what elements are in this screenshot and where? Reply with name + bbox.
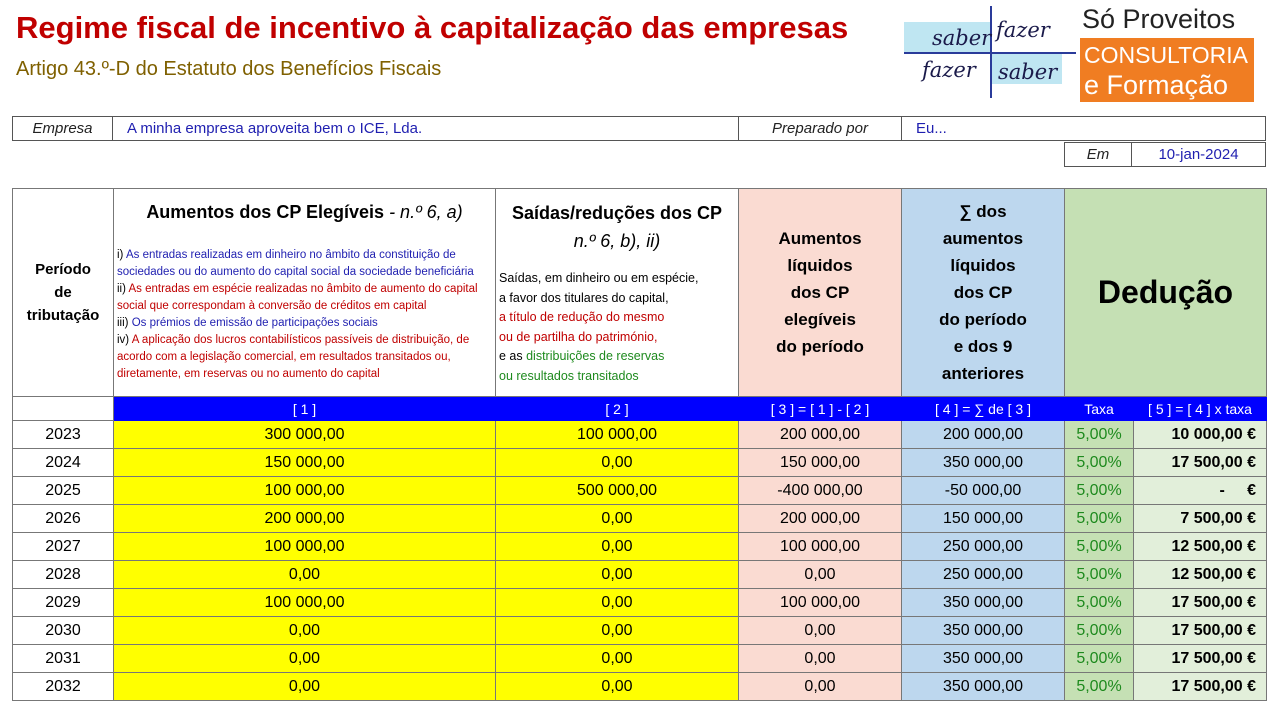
cell-c3: 100 000,00 [739,589,902,617]
header-saidas-title [499,199,735,255]
cell-c4: -50 000,00 [902,477,1065,505]
index-cell: [ 4 ] = ∑ de [ 3 ] [902,397,1065,421]
cell-c1[interactable]: 150 000,00 [114,449,496,477]
header-line: aumentos [942,229,1024,248]
index-cell [13,397,114,421]
cell-periodo: 2028 [13,561,114,589]
table-row [13,561,1267,589]
cell-c3: 0,00 [739,617,902,645]
cell-periodo: 2026 [13,505,114,533]
header-line: anteriores [941,364,1025,383]
index-cell: [ 2 ] [496,397,739,421]
cell-deducao: 17 500,00 € [1134,449,1267,477]
table-body [13,421,1267,701]
cell-deducao: 10 000,00 € [1134,421,1267,449]
header-deducao: Dedução [1065,189,1267,397]
header-line: líquidos [787,256,853,275]
em-label: Em [1064,142,1132,167]
header-aumentos-title [117,202,492,223]
cell-taxa[interactable]: 5,00% [1065,589,1134,617]
cell-c3: 0,00 [739,645,902,673]
preparado-label: Preparado por [738,116,902,141]
cell-periodo: 2029 [13,589,114,617]
cell-c2[interactable]: 0,00 [496,589,739,617]
cell-deducao: 17 500,00 € [1134,645,1267,673]
cell-taxa[interactable]: 5,00% [1065,561,1134,589]
cell-c3: 0,00 [739,673,902,701]
cell-periodo: 2024 [13,449,114,477]
page-subtitle: Artigo 43.º-D do Estatuto dos Benefícios Fiscais [16,58,442,80]
aumentos-item-prefix: i) [117,249,126,261]
table-row [13,673,1267,701]
header-saidas-list [499,269,735,386]
aumentos-item-text: As entradas realizadas em dinheiro no âmbito da constituição de sociedades ou do aumento do capital social da sociedade beneficiária [117,249,474,278]
saidas-line: a título de redução do mesmo [499,310,665,324]
header-line: do período [776,337,864,356]
cell-periodo: 2031 [13,645,114,673]
header-aumentos [114,189,496,397]
header-line: ∑ dos [959,202,1007,221]
aumentos-item-prefix: ii) [117,283,129,295]
index-cell: [ 1 ] [114,397,496,421]
cell-c2[interactable]: 0,00 [496,645,739,673]
header-aumentos-ref: - n.º 6, a) [384,202,463,222]
cell-deducao: - € [1134,477,1267,505]
cell-c1[interactable]: 0,00 [114,673,496,701]
cell-deducao: 7 500,00 € [1134,505,1267,533]
cell-c3: 150 000,00 [739,449,902,477]
cell-c1[interactable]: 0,00 [114,645,496,673]
aumentos-item-prefix: iii) [117,317,132,329]
cell-c2[interactable]: 0,00 [496,505,739,533]
header-soma-aumentos [902,189,1065,397]
cell-periodo: 2032 [13,673,114,701]
index-cell: [ 5 ] = [ 4 ] x taxa [1134,397,1267,421]
cell-c1[interactable]: 100 000,00 [114,533,496,561]
cell-c4: 200 000,00 [902,421,1065,449]
cell-taxa[interactable]: 5,00% [1065,505,1134,533]
cell-deducao: 12 500,00 € [1134,561,1267,589]
header-periodo-line: tributação [26,307,100,324]
cell-c1[interactable]: 300 000,00 [114,421,496,449]
cell-c2[interactable]: 0,00 [496,533,739,561]
cell-c2[interactable]: 0,00 [496,449,739,477]
index-cell: Taxa [1065,397,1134,421]
cell-c4: 350 000,00 [902,673,1065,701]
header-line: Aumentos [778,229,862,248]
header-line: elegíveis [784,310,856,329]
cell-periodo: 2030 [13,617,114,645]
aumentos-item [117,247,492,281]
header-aumentos-liquidos [739,189,902,397]
table-row [13,533,1267,561]
header-line: líquidos [950,256,1016,275]
preparado-value[interactable]: Eu... [901,116,1266,141]
cell-c3: 100 000,00 [739,533,902,561]
cell-c2[interactable]: 100 000,00 [496,421,739,449]
header-line: dos CP [953,283,1013,302]
index-cell: [ 3 ] = [ 1 ] - [ 2 ] [739,397,902,421]
cell-c1[interactable]: 0,00 [114,617,496,645]
table-row [13,421,1267,449]
deduction-table [12,188,1267,701]
aumentos-item-text: As entradas em espécie realizadas no âmbito de aumento do capital social que correspondam à conversão de créditos em capital [117,283,478,312]
cell-c1[interactable]: 0,00 [114,561,496,589]
table-row [13,589,1267,617]
cell-deducao: 17 500,00 € [1134,589,1267,617]
header-saidas [496,189,739,397]
cell-taxa[interactable]: 5,00% [1065,449,1134,477]
header-saidas-title-text: Saídas/reduções dos CP [511,203,723,223]
cell-c3: 200 000,00 [739,421,902,449]
cell-c1[interactable]: 100 000,00 [114,477,496,505]
cell-c4: 150 000,00 [902,505,1065,533]
em-value[interactable]: 10-jan-2024 [1131,142,1266,167]
aumentos-item-prefix: iv) [117,334,132,346]
cell-periodo: 2025 [13,477,114,505]
cell-c3: -400 000,00 [739,477,902,505]
logo-company-name: Só Proveitos [1082,4,1236,34]
cell-c1[interactable]: 100 000,00 [114,589,496,617]
cell-taxa[interactable]: 5,00% [1065,673,1134,701]
cell-periodo: 2023 [13,421,114,449]
cell-c2[interactable]: 0,00 [496,673,739,701]
cell-taxa[interactable]: 5,00% [1065,533,1134,561]
logo-word-fazer-1: fazer [996,18,1050,42]
table-row [13,505,1267,533]
aumentos-item-text: A aplicação dos lucros contabilísticos passíveis de distribuição, de acordo com a legislação comercial, em resultados transitados ou, diretamente, em reservas ou no aumento do capital [117,334,470,380]
header-periodo [13,189,114,397]
saidas-line-green: distribuições de reservas [526,349,665,363]
saidas-line: Saídas, em dinheiro ou em espécie, [499,271,699,285]
header-periodo-line: de [54,284,72,301]
logo-line-formacao: e Formação [1084,70,1229,100]
cell-c4: 250 000,00 [902,561,1065,589]
cell-c4: 350 000,00 [902,589,1065,617]
cell-taxa[interactable]: 5,00% [1065,645,1134,673]
cell-c4: 350 000,00 [902,617,1065,645]
aumentos-item [117,315,492,332]
header-aumentos-list [117,247,492,383]
header-line: e dos 9 [953,337,1013,356]
header-row [13,189,1267,397]
cell-taxa[interactable]: 5,00% [1065,421,1134,449]
header-periodo-line: Período [35,261,91,278]
header-saidas-ref: n.º 6, b), ii) [573,231,661,251]
aumentos-item [117,281,492,315]
saidas-line-prefix: e as [499,349,527,363]
cell-c2[interactable]: 0,00 [496,561,739,589]
saber-fazer-logo [904,6,1076,98]
cell-c4: 250 000,00 [902,533,1065,561]
cell-deducao: 17 500,00 € [1134,673,1267,701]
cell-deducao: 12 500,00 € [1134,533,1267,561]
cell-periodo: 2027 [13,533,114,561]
saidas-line: a favor dos titulares do capital, [499,290,669,305]
cell-taxa[interactable]: 5,00% [1065,477,1134,505]
cell-deducao: 17 500,00 € [1134,617,1267,645]
logo-word-saber-2: saber [998,60,1058,84]
table-row [13,617,1267,645]
logo-word-fazer-2: fazer [922,58,976,82]
cell-c4: 350 000,00 [902,449,1065,477]
logo-word-saber-1: saber [932,26,992,50]
cell-c2[interactable]: 0,00 [496,617,739,645]
saidas-line [499,347,735,367]
cell-c3: 0,00 [739,561,902,589]
saidas-line: ou resultados transitados [499,368,639,383]
aumentos-item [117,332,492,383]
cell-c1[interactable]: 200 000,00 [114,505,496,533]
table-row [13,477,1267,505]
header-line: do período [939,310,1027,329]
logo-horizontal-line [904,52,1076,54]
empresa-label: Empresa [12,116,113,141]
header-aumentos-title-text: Aumentos dos CP Elegíveis [146,202,385,222]
cell-c2[interactable]: 500 000,00 [496,477,739,505]
page-title: Regime fiscal de incentivo à capitalização das empresas [16,10,849,45]
table-row [13,645,1267,673]
aumentos-item-text: Os prémios de emissão de participações sociais [131,317,378,329]
table-row [13,449,1267,477]
cell-c4: 350 000,00 [902,645,1065,673]
logo-line-consultoria: CONSULTORIA [1084,42,1249,68]
saidas-line: ou de partilha do património, [499,329,658,344]
header-line: dos CP [790,283,850,302]
empresa-value[interactable]: A minha empresa aproveita bem o ICE, Lda. [112,116,739,141]
cell-taxa[interactable]: 5,00% [1065,617,1134,645]
cell-c3: 200 000,00 [739,505,902,533]
so-proveitos-logo [1080,4,1254,100]
index-row [13,397,1267,421]
